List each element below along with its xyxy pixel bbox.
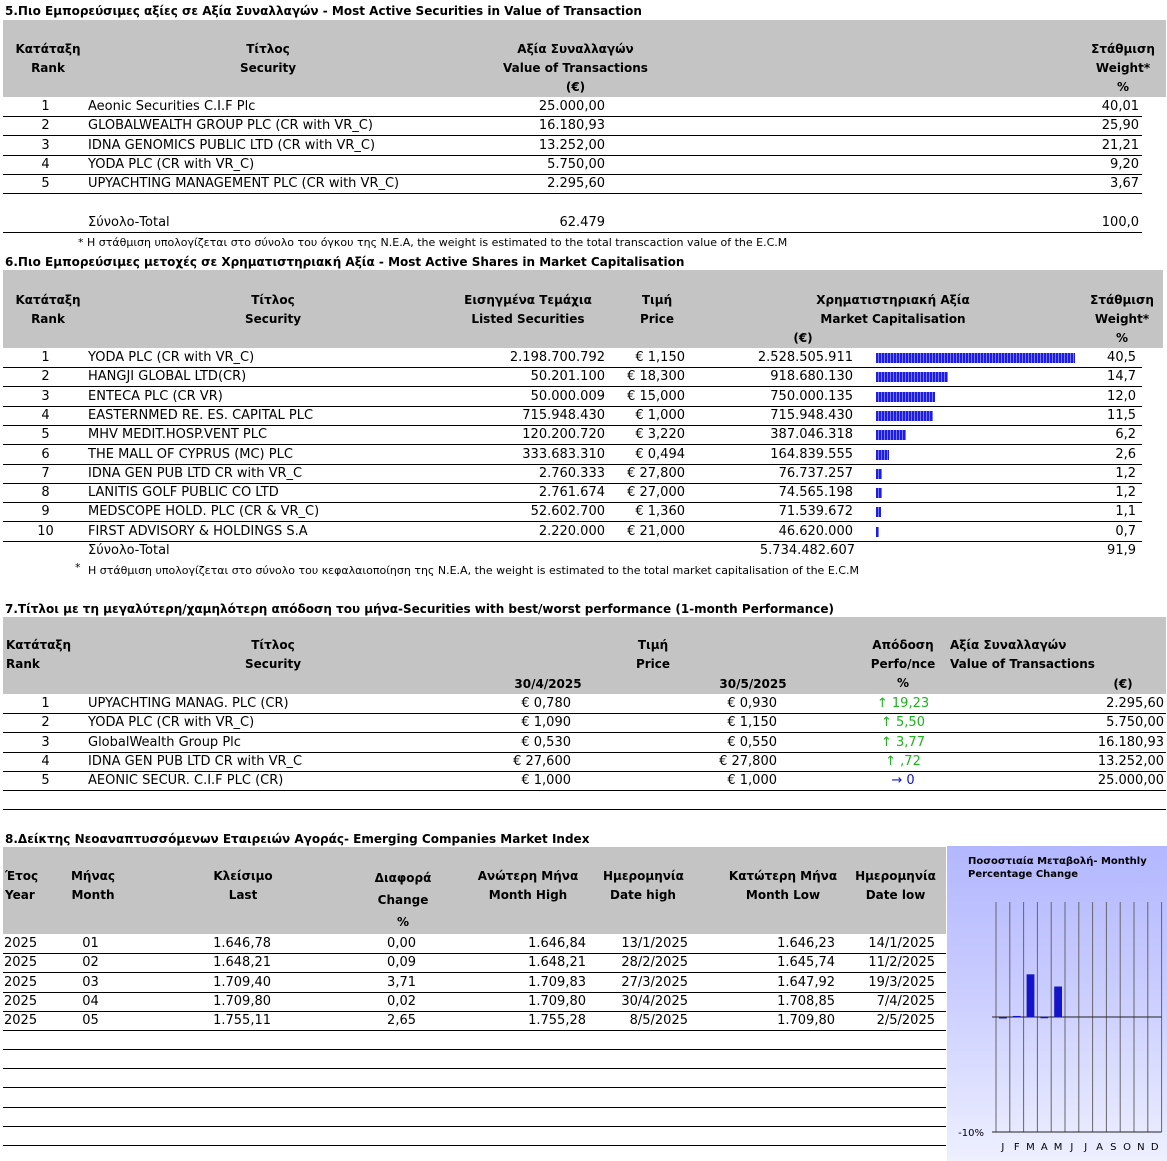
s6-table-row bbox=[3, 348, 1142, 368]
s5-weight: 21,21 bbox=[1101, 137, 1139, 153]
s8-dhigh: 28/2/2025 bbox=[621, 955, 688, 971]
s6-weight: 40,5 bbox=[1107, 350, 1136, 365]
s7-table-row bbox=[3, 771, 1166, 791]
s6-price: € 15,000 bbox=[627, 388, 685, 404]
s7-value: 2.295,60 bbox=[1106, 696, 1164, 711]
s8-month: 03 bbox=[82, 974, 99, 990]
s5-security: IDNA GENOMICS PUBLIC LTD (CR with VR_C) bbox=[88, 137, 376, 153]
s8-last: 1.648,21 bbox=[213, 955, 271, 971]
s8-table-row bbox=[3, 992, 946, 1012]
s8-h-low: Κατώτερη Μήνα Month Low bbox=[728, 869, 838, 902]
s8-month: 04 bbox=[82, 993, 99, 1009]
s8-header bbox=[3, 847, 946, 934]
s6-h-rank: Κατάταξη Rank bbox=[15, 293, 81, 326]
s7-price-end: € 0,550 bbox=[727, 734, 777, 750]
s8-empty-row-2 bbox=[3, 1049, 946, 1069]
s5-h-rank: Κατάταξη Rank bbox=[15, 42, 81, 75]
s5-total-weight: 100,0 bbox=[1101, 215, 1139, 230]
s5-rank: 5 bbox=[41, 176, 50, 192]
s6-weight: 2,6 bbox=[1115, 446, 1136, 462]
s8-dlow: 2/5/2025 bbox=[876, 1013, 935, 1029]
chart-x-tick-label: J bbox=[1084, 1142, 1088, 1153]
s5-rank: 2 bbox=[41, 118, 50, 134]
s5-security: Aeonic Securities C.I.F Plc bbox=[88, 99, 256, 114]
s6-table-row bbox=[3, 464, 1142, 484]
s7-price-start: € 1,090 bbox=[521, 715, 571, 731]
s8-h-dlow: Ημερομηνία Date low bbox=[855, 869, 936, 902]
s6-weight-bar bbox=[876, 450, 889, 460]
chart-x-tick-label: J bbox=[1070, 1142, 1074, 1153]
s5-h-value: Αξία Συναλλαγών Value of Transactions (€) bbox=[503, 42, 648, 94]
s8-year: 2025 bbox=[4, 1013, 38, 1029]
s6-listed: 2.761.674 bbox=[538, 485, 605, 501]
s6-price: € 3,220 bbox=[635, 427, 685, 443]
s7-perf: ↑ 5,50 bbox=[881, 715, 925, 731]
chart-bar bbox=[1040, 1017, 1048, 1019]
chart-bar bbox=[1027, 974, 1035, 1017]
s8-high: 1.648,21 bbox=[528, 955, 586, 971]
s8-high: 1.755,28 bbox=[528, 1013, 586, 1029]
s7-header bbox=[3, 617, 1166, 694]
s5-h-security: Τίτλος Security bbox=[239, 42, 297, 75]
s6-listed: 52.602.700 bbox=[530, 504, 605, 520]
chart-x-tick-label: O bbox=[1123, 1142, 1132, 1153]
s8-table-row bbox=[3, 953, 946, 973]
s5-rank: 1 bbox=[41, 99, 50, 114]
s6-note: Η στάθμιση υπολογίζεται στο σύνολο του κεφαλαιοποίηση της Ν.Ε.Α, the weight is estimated to the total market capitalisation of the E.C.M bbox=[88, 564, 859, 577]
s8-last: 1.709,80 bbox=[213, 993, 271, 1009]
s6-price: € 1,150 bbox=[635, 350, 685, 365]
s6-weight-bar bbox=[876, 392, 935, 402]
s5-table-row bbox=[3, 97, 1142, 117]
s7-security: AEONIC SECUR. C.I.F PLC (CR) bbox=[88, 773, 284, 789]
s6-weight: 0,7 bbox=[1115, 523, 1136, 539]
s8-h-high: Ανώτερη Μήνα Month High bbox=[477, 869, 579, 902]
s6-security: HANGJI GLOBAL LTD(CR) bbox=[88, 369, 247, 385]
s6-mcap: 46.620.000 bbox=[778, 523, 853, 539]
s8-last: 1.646,78 bbox=[213, 936, 271, 951]
s6-listed: 120.200.720 bbox=[522, 427, 605, 443]
s6-weight-bar bbox=[876, 488, 882, 498]
s5-value: 5.750,00 bbox=[547, 156, 605, 172]
s8-last: 1.709,40 bbox=[213, 974, 271, 990]
s8-table-row bbox=[3, 934, 946, 954]
s8-low: 1.646,23 bbox=[777, 936, 835, 951]
s6-rank: 10 bbox=[37, 523, 54, 539]
s5-value: 13.252,00 bbox=[538, 137, 605, 153]
s5-security: GLOBALWEALTH GROUP PLC (CR with VR_C) bbox=[88, 118, 373, 134]
s6-table-row bbox=[3, 522, 1142, 542]
chart-x-tick-label: M bbox=[1026, 1142, 1035, 1153]
s6-weight-bar bbox=[876, 507, 881, 517]
s5-note: * Η στάθμιση υπολογίζεται στο σύνολο του όγκου της Ν.Ε.Α, the weight is estimated to the total transcaction value of the E.C.M bbox=[78, 236, 788, 249]
s6-table-row bbox=[3, 445, 1142, 465]
s7-price-start: € 0,530 bbox=[521, 734, 571, 750]
s5-h-weight: Στάθμιση Weight* % bbox=[1091, 42, 1155, 94]
s7-price-start: € 1,000 bbox=[521, 773, 571, 789]
s5-table-row bbox=[3, 174, 1142, 194]
s7-price-end: € 1,150 bbox=[727, 715, 777, 731]
s6-rank: 9 bbox=[41, 504, 50, 520]
s7-rank: 3 bbox=[41, 734, 50, 750]
s8-high: 1.709,83 bbox=[528, 974, 586, 990]
s5-table-row bbox=[3, 136, 1142, 156]
s5-weight: 9,20 bbox=[1110, 156, 1139, 172]
s7-table-row bbox=[3, 733, 1166, 753]
s6-mcap: 74.565.198 bbox=[778, 485, 853, 501]
s7-table-row bbox=[3, 752, 1166, 772]
chart-bar bbox=[999, 1017, 1007, 1019]
s8-last: 1.755,11 bbox=[213, 1013, 271, 1029]
s6-security: THE MALL OF CYPRUS (MC) PLC bbox=[88, 446, 293, 462]
s6-listed: 333.683.310 bbox=[522, 446, 605, 462]
s6-table-row bbox=[3, 425, 1142, 445]
s5-total-row bbox=[3, 213, 1142, 233]
chart-bar bbox=[1013, 1016, 1021, 1018]
s6-weight-bar bbox=[876, 411, 933, 421]
s7-security: GlobalWealth Group Plc bbox=[88, 734, 241, 750]
chart-x-tick-label: N bbox=[1137, 1142, 1145, 1153]
chart-y-tick-label: -10% bbox=[958, 1128, 984, 1139]
s8-h-month: Μήνας Month bbox=[70, 869, 115, 902]
s8-dlow: 7/4/2025 bbox=[876, 993, 935, 1009]
s8-empty-row-3 bbox=[3, 1068, 946, 1088]
s8-year: 2025 bbox=[4, 955, 38, 971]
s7-perf: → 0 bbox=[891, 773, 915, 789]
section5-title: 5.Πιο Εμπορεύσιμες αξίες σε Αξία Συναλλαγών - Most Active Securities in Value of Transaction bbox=[5, 4, 642, 18]
s6-price: € 1,000 bbox=[635, 407, 685, 423]
s5-security: YODA PLC (CR with VR_C) bbox=[88, 156, 255, 172]
s8-low: 1.708,85 bbox=[777, 993, 835, 1009]
s6-security: ENTECA PLC (CR VR) bbox=[88, 388, 223, 404]
s6-h-security: Τίτλος Security bbox=[244, 293, 302, 326]
chart-x-tick-label: A bbox=[1096, 1142, 1103, 1153]
s6-weight-bar bbox=[876, 469, 882, 479]
s8-change: 3,71 bbox=[387, 974, 416, 990]
s7-h-security: Τίτλος Security bbox=[244, 638, 302, 671]
s6-security: MEDSCOPE HOLD. PLC (CR & VR_C) bbox=[88, 504, 320, 520]
s8-empty-row-4 bbox=[3, 1088, 946, 1108]
chart-x-tick-label: A bbox=[1040, 1142, 1048, 1153]
s7-value: 5.750,00 bbox=[1106, 715, 1164, 731]
s8-dhigh: 27/3/2025 bbox=[621, 974, 688, 990]
s6-rank: 4 bbox=[41, 407, 50, 423]
s7-perf: ↑ ,72 bbox=[885, 753, 921, 769]
s7-empty-row bbox=[3, 790, 1166, 810]
s6-price: € 18,300 bbox=[627, 369, 685, 385]
s6-price: € 21,000 bbox=[627, 523, 685, 539]
chart-x-tick-label: M bbox=[1053, 1142, 1063, 1153]
s8-h-year: Έτος Year bbox=[5, 869, 39, 902]
s7-rank: 5 bbox=[41, 773, 50, 789]
s6-security: YODA PLC (CR with VR_C) bbox=[88, 350, 255, 365]
s5-table-row bbox=[3, 155, 1142, 175]
s8-change: 0,02 bbox=[387, 993, 416, 1009]
chart-x-tick-label: D bbox=[1150, 1142, 1159, 1153]
s6-mcap: 71.539.672 bbox=[778, 504, 853, 520]
s8-dlow: 14/1/2025 bbox=[868, 936, 935, 951]
s8-dhigh: 13/1/2025 bbox=[621, 936, 688, 951]
s8-month: 05 bbox=[82, 1013, 99, 1029]
s8-table-row bbox=[3, 973, 946, 993]
s7-price-end: € 0,930 bbox=[727, 696, 777, 711]
s8-empty-row-6 bbox=[3, 1126, 946, 1146]
s7-perf: ↑ 3,77 bbox=[881, 734, 925, 750]
s7-rank: 2 bbox=[41, 715, 50, 731]
s6-total-value: 5.734.482.607 bbox=[759, 543, 855, 558]
s8-dhigh: 30/4/2025 bbox=[621, 993, 688, 1009]
s5-weight: 25,90 bbox=[1101, 118, 1139, 134]
s6-total-weight: 91,9 bbox=[1107, 543, 1136, 558]
s7-value: 25.000,00 bbox=[1097, 773, 1164, 789]
s7-price-start: € 0,780 bbox=[521, 696, 571, 711]
s5-value: 16.180,93 bbox=[538, 118, 605, 134]
s7-security: IDNA GEN PUB LTD CR with VR_C bbox=[88, 753, 303, 769]
s6-note-star: * bbox=[75, 561, 81, 574]
s6-h-weight: Στάθμιση Weight* % bbox=[1090, 293, 1154, 345]
s6-price: € 1,360 bbox=[635, 504, 685, 520]
s6-table-row bbox=[3, 502, 1142, 522]
s8-high: 1.646,84 bbox=[528, 936, 586, 951]
s6-h-mcap: Χρηματιστηριακή Αξία Market Capitalisation bbox=[816, 293, 970, 326]
s5-value: 2.295,60 bbox=[547, 176, 605, 192]
s5-header bbox=[3, 20, 1166, 97]
s7-security: YODA PLC (CR with VR_C) bbox=[88, 715, 255, 731]
s5-total-label: Σύνολο-Total bbox=[88, 215, 170, 230]
s6-weight: 11,5 bbox=[1107, 407, 1136, 423]
s7-h-rank: Κατάταξη Rank bbox=[6, 638, 71, 671]
s6-listed: 715.948.430 bbox=[522, 407, 605, 423]
s5-value: 25.000,00 bbox=[538, 99, 605, 114]
s8-empty-row-5 bbox=[3, 1107, 946, 1127]
s6-weight: 14,7 bbox=[1107, 369, 1136, 385]
s6-weight: 1,1 bbox=[1115, 504, 1136, 520]
s6-listed: 2.198.700.792 bbox=[509, 350, 605, 365]
s6-listed: 50.201.100 bbox=[530, 369, 605, 385]
s6-header bbox=[3, 270, 1163, 348]
s6-weight-bar bbox=[876, 430, 906, 440]
s8-h-dhigh: Ημερομηνία Date high bbox=[603, 869, 684, 902]
s6-rank: 2 bbox=[41, 369, 50, 385]
section7-title: 7.Τίτλοι με τη μεγαλύτερη/χαμηλότερη απόδοση του μήνα-Securities with best/worst performance (1-month Performance) bbox=[5, 602, 835, 616]
s6-weight: 6,2 bbox=[1115, 427, 1136, 443]
s6-rank: 7 bbox=[41, 465, 50, 481]
chart-x-tick-label: S bbox=[1110, 1142, 1117, 1153]
s6-table-row bbox=[3, 387, 1142, 407]
s8-h-last: Κλείσιμο Last bbox=[213, 869, 273, 902]
s6-listed: 2.760.333 bbox=[538, 465, 605, 481]
s6-security: EASTERNMED RE. ES. CAPITAL PLC bbox=[88, 407, 314, 423]
s7-value: 13.252,00 bbox=[1097, 753, 1164, 769]
s6-weight: 1,2 bbox=[1115, 465, 1136, 481]
s6-h-listed: Εισηγμένα Τεμάχια Listed Securities bbox=[464, 293, 592, 326]
s5-security: UPYACHTING MANAGEMENT PLC (CR with VR_C) bbox=[88, 176, 400, 192]
s6-listed: 50.000.009 bbox=[530, 388, 605, 404]
s7-h-perf: Απόδοση Perfo/nce % bbox=[870, 638, 936, 690]
chart-x-tick-label: J bbox=[1001, 1142, 1005, 1153]
s6-rank: 6 bbox=[41, 446, 50, 462]
s7-h-date2: 30/5/2025 bbox=[719, 677, 787, 691]
s8-dhigh: 8/5/2025 bbox=[629, 1013, 688, 1029]
s6-mcap: 2.528.505.911 bbox=[757, 350, 853, 365]
s6-weight: 12,0 bbox=[1107, 388, 1136, 404]
s8-year: 2025 bbox=[4, 974, 38, 990]
s6-rank: 8 bbox=[41, 485, 50, 501]
s7-price-start: € 27,600 bbox=[513, 753, 571, 769]
s6-security: FIRST ADVISORY & HOLDINGS S.A bbox=[88, 523, 308, 539]
s7-rank: 1 bbox=[41, 696, 50, 711]
s6-mcap: 750.000.135 bbox=[770, 388, 853, 404]
s7-rank: 4 bbox=[41, 753, 50, 769]
s7-h-price: Τιμή Price bbox=[635, 638, 671, 671]
s8-low: 1.647,92 bbox=[777, 974, 835, 990]
s6-weight: 1,2 bbox=[1115, 485, 1136, 501]
s6-mcap: 715.948.430 bbox=[770, 407, 853, 423]
s6-price: € 27,800 bbox=[627, 465, 685, 481]
monthly-change-chart bbox=[947, 846, 1167, 1161]
s6-table-row bbox=[3, 483, 1142, 503]
s6-security: MHV MEDIT.HOSP.VENT PLC bbox=[88, 427, 268, 443]
s6-table-row bbox=[3, 406, 1142, 426]
s7-h-value-unit: (€) bbox=[1113, 677, 1133, 691]
s7-price-end: € 1,000 bbox=[727, 773, 777, 789]
s6-rank: 5 bbox=[41, 427, 50, 443]
s6-security: LANITIS GOLF PUBLIC CO LTD bbox=[88, 485, 279, 501]
s5-table-row bbox=[3, 116, 1142, 136]
s7-table-row bbox=[3, 713, 1166, 733]
s8-month: 02 bbox=[82, 955, 99, 971]
s6-h-price: Τιμή Price bbox=[639, 293, 675, 326]
s6-rank: 3 bbox=[41, 388, 50, 404]
s6-weight-bar bbox=[876, 372, 948, 382]
s7-value: 16.180,93 bbox=[1097, 734, 1164, 750]
s6-mcap: 918.680.130 bbox=[770, 369, 853, 385]
chart-title: Ποσοστιαία Μεταβολή- Monthly Percentage Change bbox=[968, 856, 1147, 880]
s6-listed: 2.220.000 bbox=[538, 523, 605, 539]
s6-security: IDNA GEN PUB LTD CR with VR_C bbox=[88, 465, 303, 481]
s7-h-value: Αξία Συναλλαγών Value of Transactions bbox=[950, 638, 1095, 671]
s5-rank: 3 bbox=[41, 137, 50, 153]
s8-dlow: 11/2/2025 bbox=[868, 955, 935, 971]
s6-table-row bbox=[3, 367, 1142, 387]
s8-year: 2025 bbox=[4, 936, 38, 951]
s6-mcap: 164.839.555 bbox=[770, 446, 853, 462]
chart-svg bbox=[947, 846, 1167, 1161]
s6-total-label: Σύνολο-Total bbox=[88, 543, 170, 558]
section8-title: 8.Δείκτης Νεοαναπτυσσόμενων Εταιρειών Αγοράς- Emerging Companies Market Index bbox=[5, 832, 590, 846]
s7-perf: ↑ 19,23 bbox=[876, 696, 930, 711]
section6-title: 6.Πιο Εμπορεύσιμες μετοχές σε Χρηματιστηριακή Αξία - Most Active Shares in Market Capitalisation bbox=[5, 255, 685, 269]
chart-bar bbox=[1054, 987, 1062, 1017]
s8-empty-row-1 bbox=[3, 1030, 946, 1050]
s6-weight-bar bbox=[876, 527, 879, 537]
s7-price-end: € 27,800 bbox=[719, 753, 777, 769]
s8-change: 0,09 bbox=[387, 955, 416, 971]
s6-price: € 0,494 bbox=[635, 446, 685, 462]
s8-h-change: Διαφορά Change % bbox=[374, 871, 432, 929]
s5-weight: 40,01 bbox=[1101, 99, 1139, 114]
s8-year: 2025 bbox=[4, 993, 38, 1009]
s8-table-row bbox=[3, 1011, 946, 1031]
s7-security: UPYACHTING MANAG. PLC (CR) bbox=[88, 696, 289, 711]
s6-price: € 27,000 bbox=[627, 485, 685, 501]
s5-total-value: 62.479 bbox=[559, 215, 605, 230]
s6-h-mcap-unit: (€) bbox=[793, 331, 813, 345]
s8-dlow: 19/3/2025 bbox=[868, 974, 935, 990]
s6-rank: 1 bbox=[41, 350, 50, 365]
s8-change: 0,00 bbox=[387, 936, 416, 951]
s6-total-row bbox=[3, 541, 1142, 560]
s7-table-row bbox=[3, 694, 1166, 714]
s8-month: 01 bbox=[82, 936, 99, 951]
s5-weight: 3,67 bbox=[1110, 176, 1139, 192]
s6-mcap: 76.737.257 bbox=[778, 465, 853, 481]
s8-high: 1.709,80 bbox=[528, 993, 586, 1009]
s8-low: 1.645,74 bbox=[777, 955, 835, 971]
s7-h-date1: 30/4/2025 bbox=[514, 677, 582, 691]
s5-rank: 4 bbox=[41, 156, 50, 172]
s8-low: 1.709,80 bbox=[777, 1013, 835, 1029]
s8-change: 2,65 bbox=[387, 1013, 416, 1029]
s6-mcap: 387.046.318 bbox=[770, 427, 853, 443]
chart-x-tick-label: F bbox=[1013, 1142, 1020, 1153]
